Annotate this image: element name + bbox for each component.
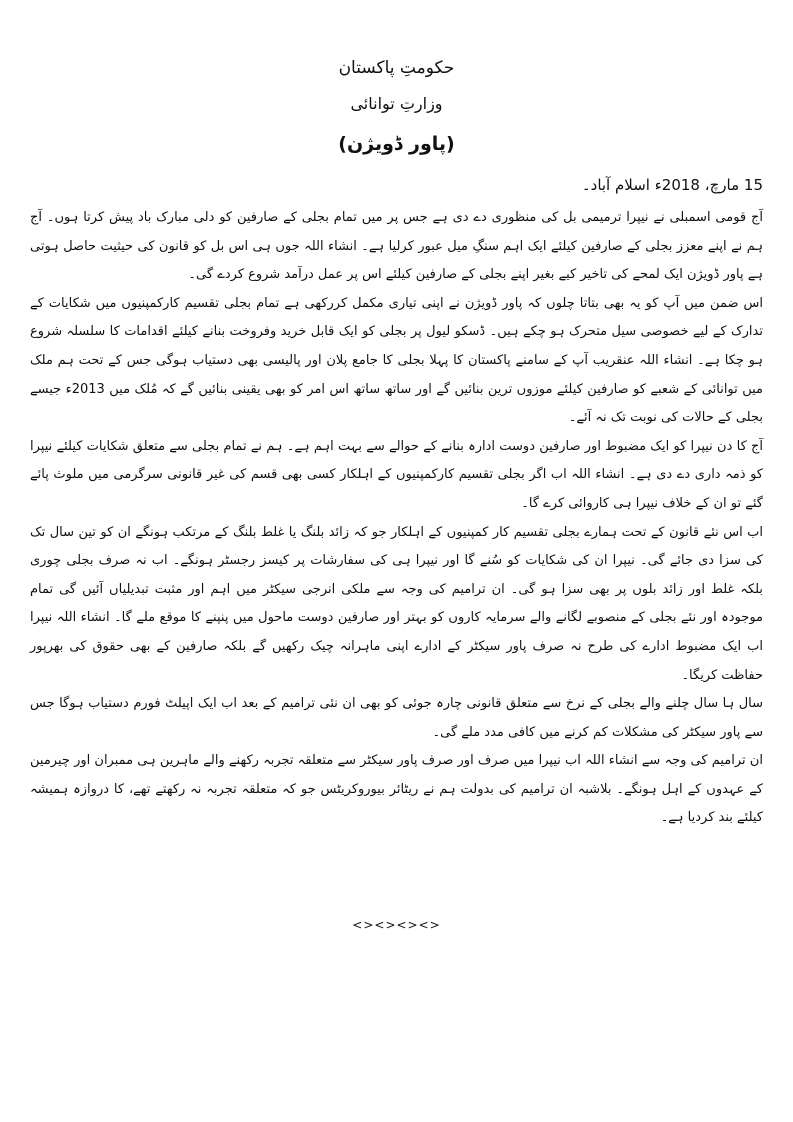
- paragraph: اس ضمن میں آپ کو یہ بھی بتاتا چلوں کہ پاور ڈویژن نے اپنی تیاری مکمل کررکھی ہے تمام بجلی تقسیم کارکمپنیوں میں شکایات کے تدارک کے لیے خصوصی سیل متحرک ہو چکے ہیں۔ ڈسکو لیول پر بجلی کو ایک قابل خرید وفروخت بنانے کیلئے اقدامات کا سلسلہ شروع ہو چکا ہے۔ انشاء اللہ عنقریب آپ کے سامنے پاکستان کا پہلا بجلی کا جامع پلان اور پالیسی بھی دستیاب ہوگی جس کے تحت ہم ملک میں توانائی کے شعبے کو صارفین کیلئے موزوں ترین بنائیں گے اور ساتھ ساتھ اس امر کو بھی یقینی بنائیں گے کہ مُلک میں 2013ء جیسے بجلی کے حالات کی نوبت تک نہ آئے۔: [30, 295, 763, 426]
- document-body: [30, 204, 763, 833]
- paragraph: آج قومی اسمبلی نے نیپرا ترمیمی بل کی منظوری دے دی ہے جس پر میں تمام بجلی کے صارفین کو دلی مبارک باد پیش کرتا ہوں۔ آج ہم نے اپنے معزز بجلی کے صارفین کیلئے ایک اہم سنگِ میل عبور کرلیا ہے۔ انشاء اللہ جوں ہی اس بل کو قانون کی حیثیت حاصل ہوتی ہے پاور ڈویژن ایک لمحے کی تاخیر کیے بغیر اپنے بجلی کے صارفین کیلئے اس پر عمل درآمد شروع کردے گی۔: [30, 210, 763, 283]
- paragraph: ان ترامیم کی وجہ سے انشاء اللہ اب نیپرا میں صرف اور صرف پاور سیکٹر سے متعلقہ تجربہ رکھنے والے ماہرین ہی ممبران اور چیرمین کے عہدوں کے اہل ہونگے۔ بلاشبہ ان ترامیم کی بدولت ہم نے ریٹائر بیوروکریٹس جو کہ متعلقہ تجربہ نہ رکھتے تھے، کا دروازہ ہمیشہ کیلئے بند کردیا ہے۔: [30, 753, 763, 826]
- paragraph: آج کا دن نیپرا کو ایک مضبوط اور صارفین دوست ادارہ بنانے کے حوالے سے بہت اہم ہے۔ ہم نے تمام بجلی سے متعلق شکایات کیلئے نیپرا کو ذمہ داری دے دی ہے۔ انشاء اللہ اب اگر بجلی تقسیم کارکمپنیوں کے اہلکار کسی بھی قسم کی غیر قانونی سرگرمی میں ملوث پائے گئے تو ان کے خلاف نیپرا ہی کاروائی کرے گا۔: [30, 438, 763, 511]
- paragraph: اب اس نئے قانون کے تحت ہمارے بجلی تقسیم کار کمپنیوں کے اہلکار جو کہ زائد بلنگ یا غلط بلنگ کے مرتکب ہونگے ان کو تین سال تک کی سزا دی جائے گی۔ نیپرا ان کی شکایات کو سُنے گا اور نیپرا ہی کی سفارشات پر کیسز رجسٹر ہونگے۔ اب نہ صرف بجلی چوری بلکہ غلط اور زائد بلوں پر بھی سزا ہو گی۔ ان ترامیم کی وجہ سے ملکی انرجی سیکٹر میں اہم اور مثبت تبدیلیاں آئیں گی تمام موجودہ اور نئے بجلی کے منصوبے لگانے والے سرمایہ کاروں کو بہتر اور صارفین دوست ماحول میں پنپنے کا موقع ملے گا۔ انشاء اللہ نیپرا اب ایک مضبوط ادارے کی طرح نہ صرف پاور سیکٹر کے ادارے اپنی ماہرانہ چیک رکھیں گے بلکہ صارفین کے بھی حقوق کی بھرپور حفاظت کریگا۔: [30, 524, 763, 683]
- closing-mark: <><><><>: [352, 918, 441, 932]
- header-division: (پاور ڈویژن): [338, 133, 455, 155]
- paragraph: سال ہا سال چلنے والے بجلی کے نرخ سے متعلق قانونی چارہ جوئی کو بھی ان نئی ترامیم کے بعد اب ایک اپیلٹ فورم دستیاب ہوگا جس سے پاور سیکٹر کی مشکلات کم کرنے میں کافی مدد ملے گی۔: [30, 696, 763, 740]
- dateline: 15 مارچ، 2018ء اسلام آباد۔: [581, 176, 763, 194]
- header-ministry: وزارتِ توانائی: [350, 94, 443, 113]
- header-government: حکومتِ پاکستان: [338, 58, 455, 78]
